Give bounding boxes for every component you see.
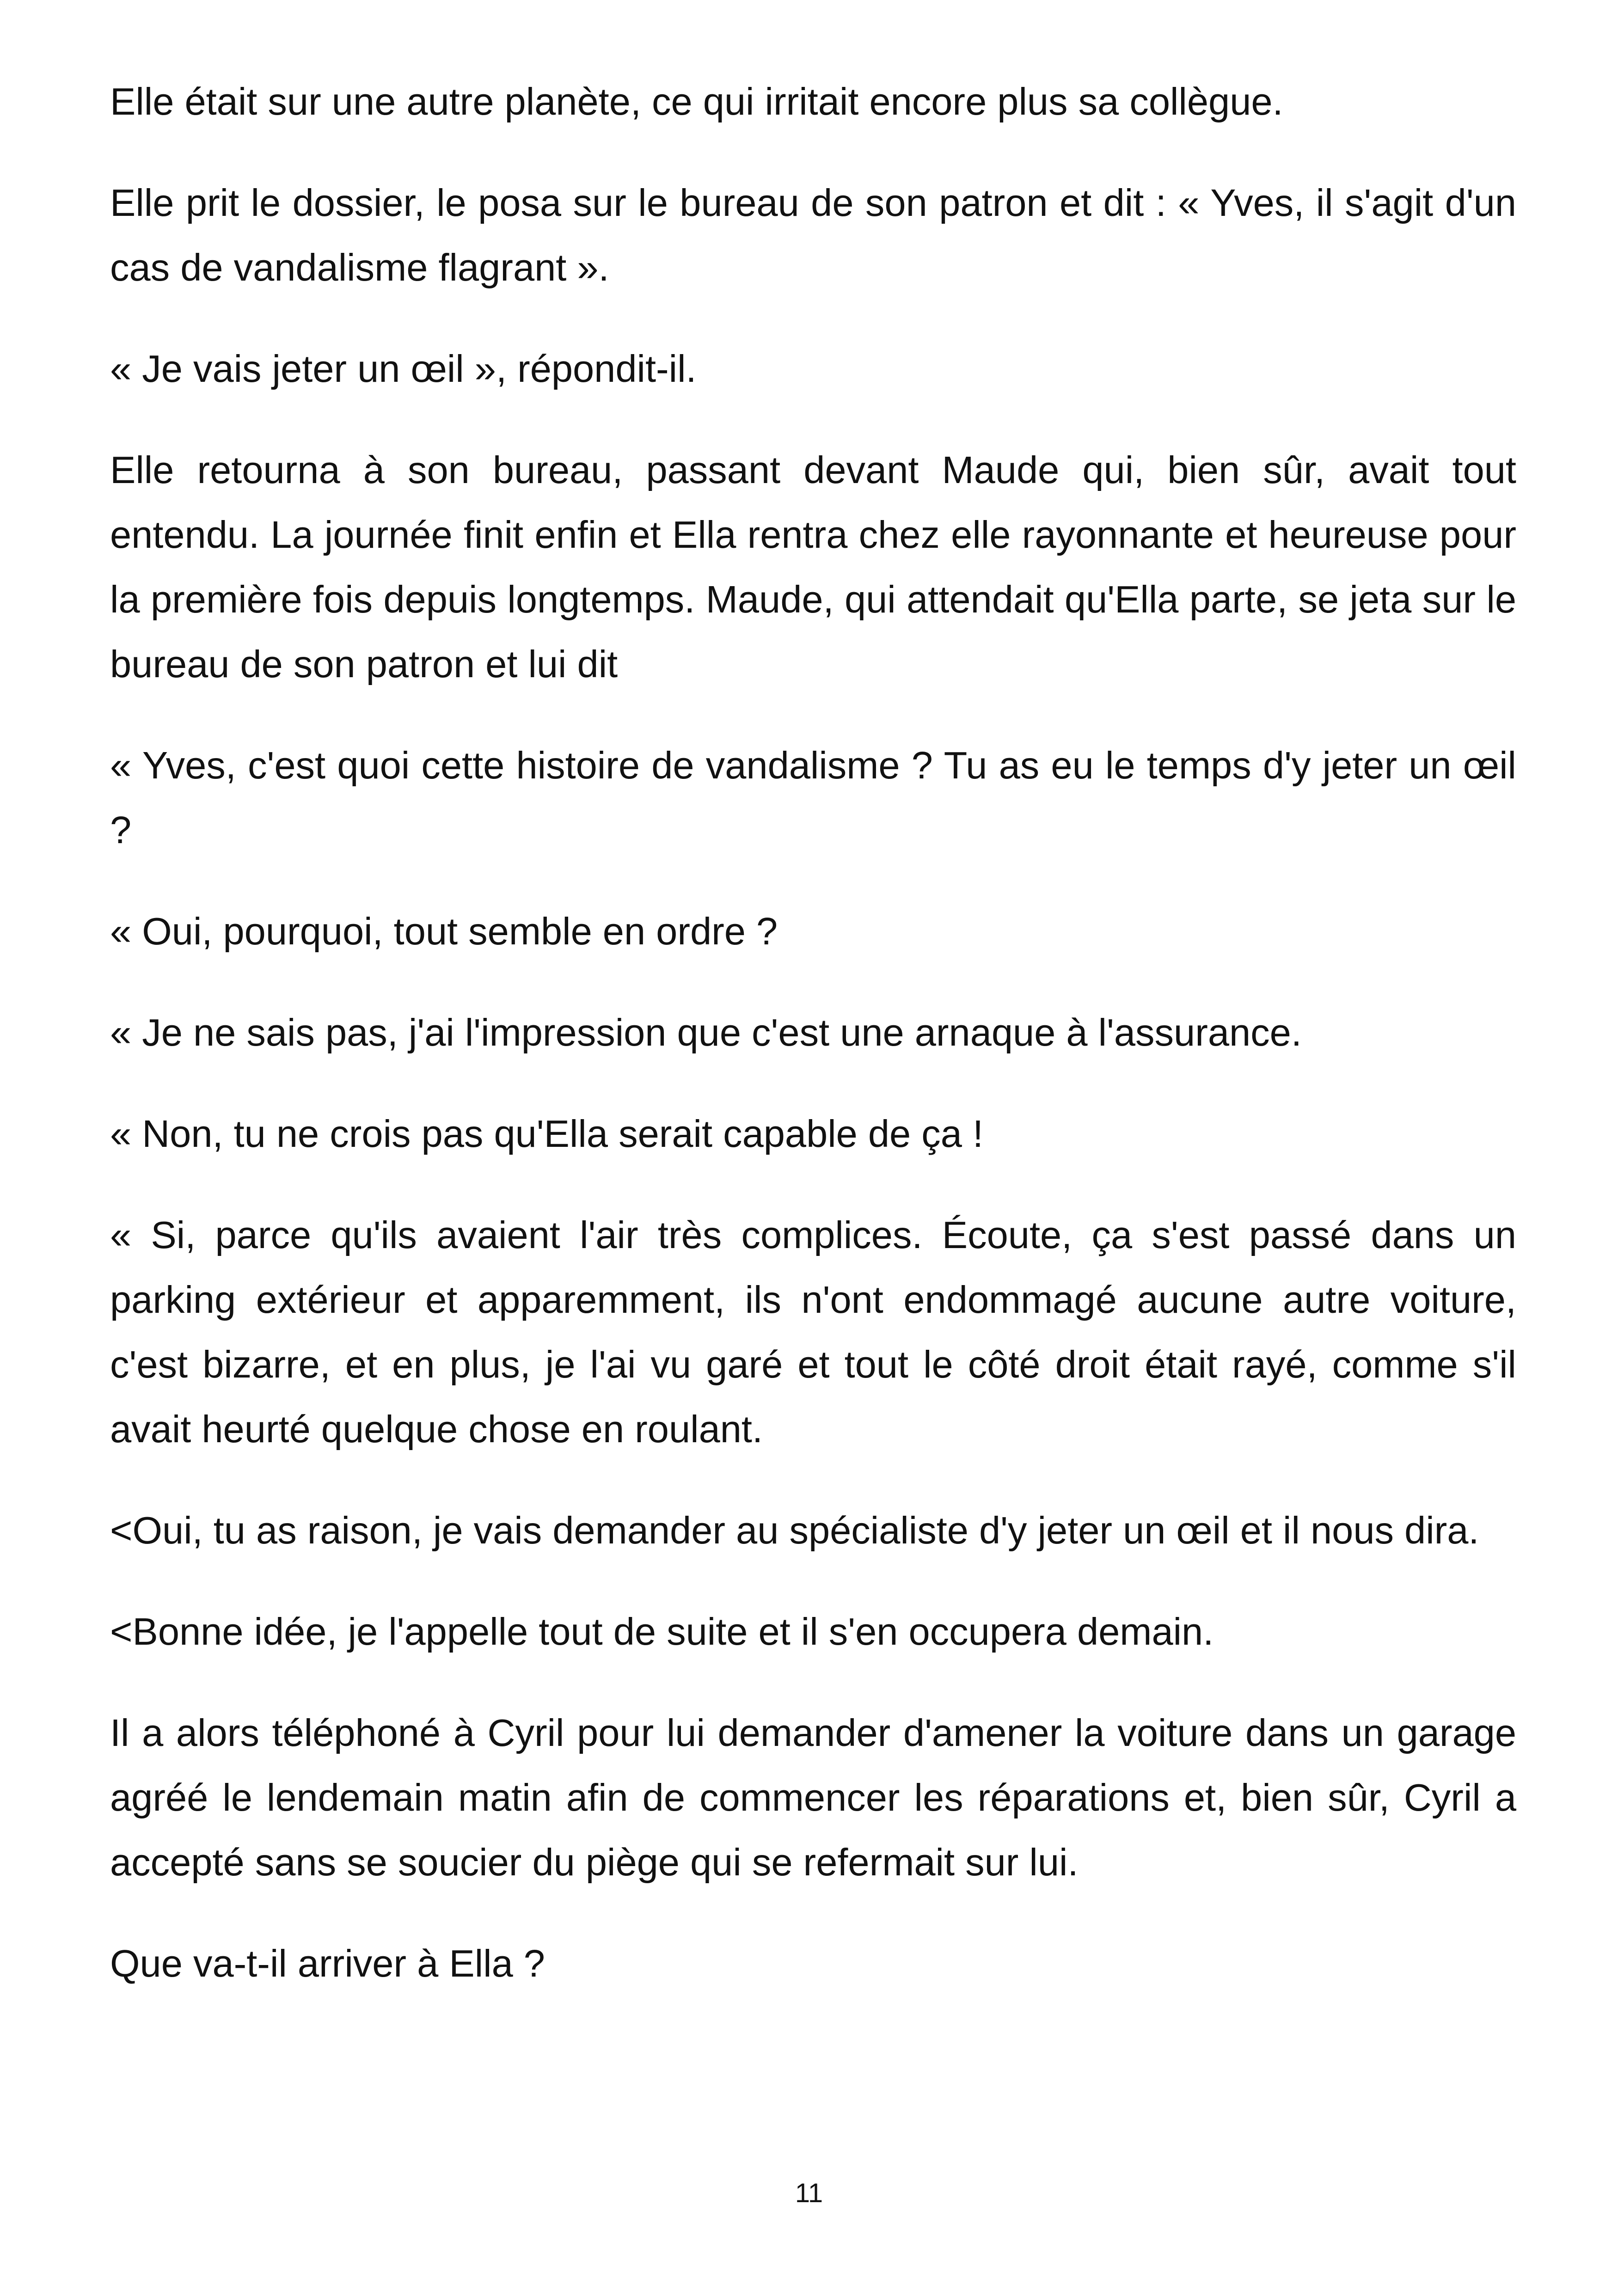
paragraph-6: « Oui, pourquoi, tout semble en ordre ? bbox=[110, 910, 778, 953]
page-number: 11 bbox=[795, 2178, 823, 2208]
paragraph-2: Elle prit le dossier, le posa sur le bureau de son patron et dit : « Yves, il s'agit d'un cas de vandalisme flagrant ». bbox=[110, 181, 1516, 289]
paragraph-12: Il a alors téléphoné à Cyril pour lui demander d'amener la voiture dans un garage agréé le lendemain matin afin de commencer les réparations et, bien sûr, Cyril a accepté sans se soucier du piège qui se refermait sur lui. bbox=[110, 1711, 1516, 1884]
paragraph-1: Elle était sur une autre planète, ce qui irritait encore plus sa collègue. bbox=[110, 80, 1283, 123]
paragraph-13: Que va-t-il arriver à Ella ? bbox=[110, 1942, 545, 1985]
paragraph-11: <Bonne idée, je l'appelle tout de suite et il s'en occupera demain. bbox=[110, 1610, 1214, 1653]
paragraph-5: « Yves, c'est quoi cette histoire de vandalisme ? Tu as eu le temps d'y jeter un œil ? bbox=[110, 744, 1516, 851]
paragraph-4: Elle retourna à son bureau, passant devant Maude qui, bien sûr, avait tout entendu. La journée finit enfin et Ella rentra chez elle rayonnante et heureuse pour la première fois depuis longtemps. Maude, qui attendait qu'Ella parte, se jeta sur le bureau de son patron et lui dit bbox=[110, 448, 1516, 686]
paragraph-7: « Je ne sais pas, j'ai l'impression que c'est une arnaque à l'assurance. bbox=[110, 1011, 1302, 1054]
paragraph-10: <Oui, tu as raison, je vais demander au spécialiste d'y jeter un œil et il nous dira. bbox=[110, 1509, 1479, 1552]
paragraph-3: « Je vais jeter un œil », répondit-il. bbox=[110, 347, 697, 390]
paragraph-8: « Non, tu ne crois pas qu'Ella serait capable de ça ! bbox=[110, 1112, 984, 1155]
paragraph-9: « Si, parce qu'ils avaient l'air très complices. Écoute, ça s'est passé dans un parking extérieur et apparemment, ils n'ont endommagé aucune autre voiture, c'est bizarre, et en plus, je l'ai vu garé et tout le côté droit était rayé, comme s'il avait heurté quelque chose en roulant. bbox=[110, 1213, 1516, 1451]
body-text bbox=[110, 69, 1516, 2033]
